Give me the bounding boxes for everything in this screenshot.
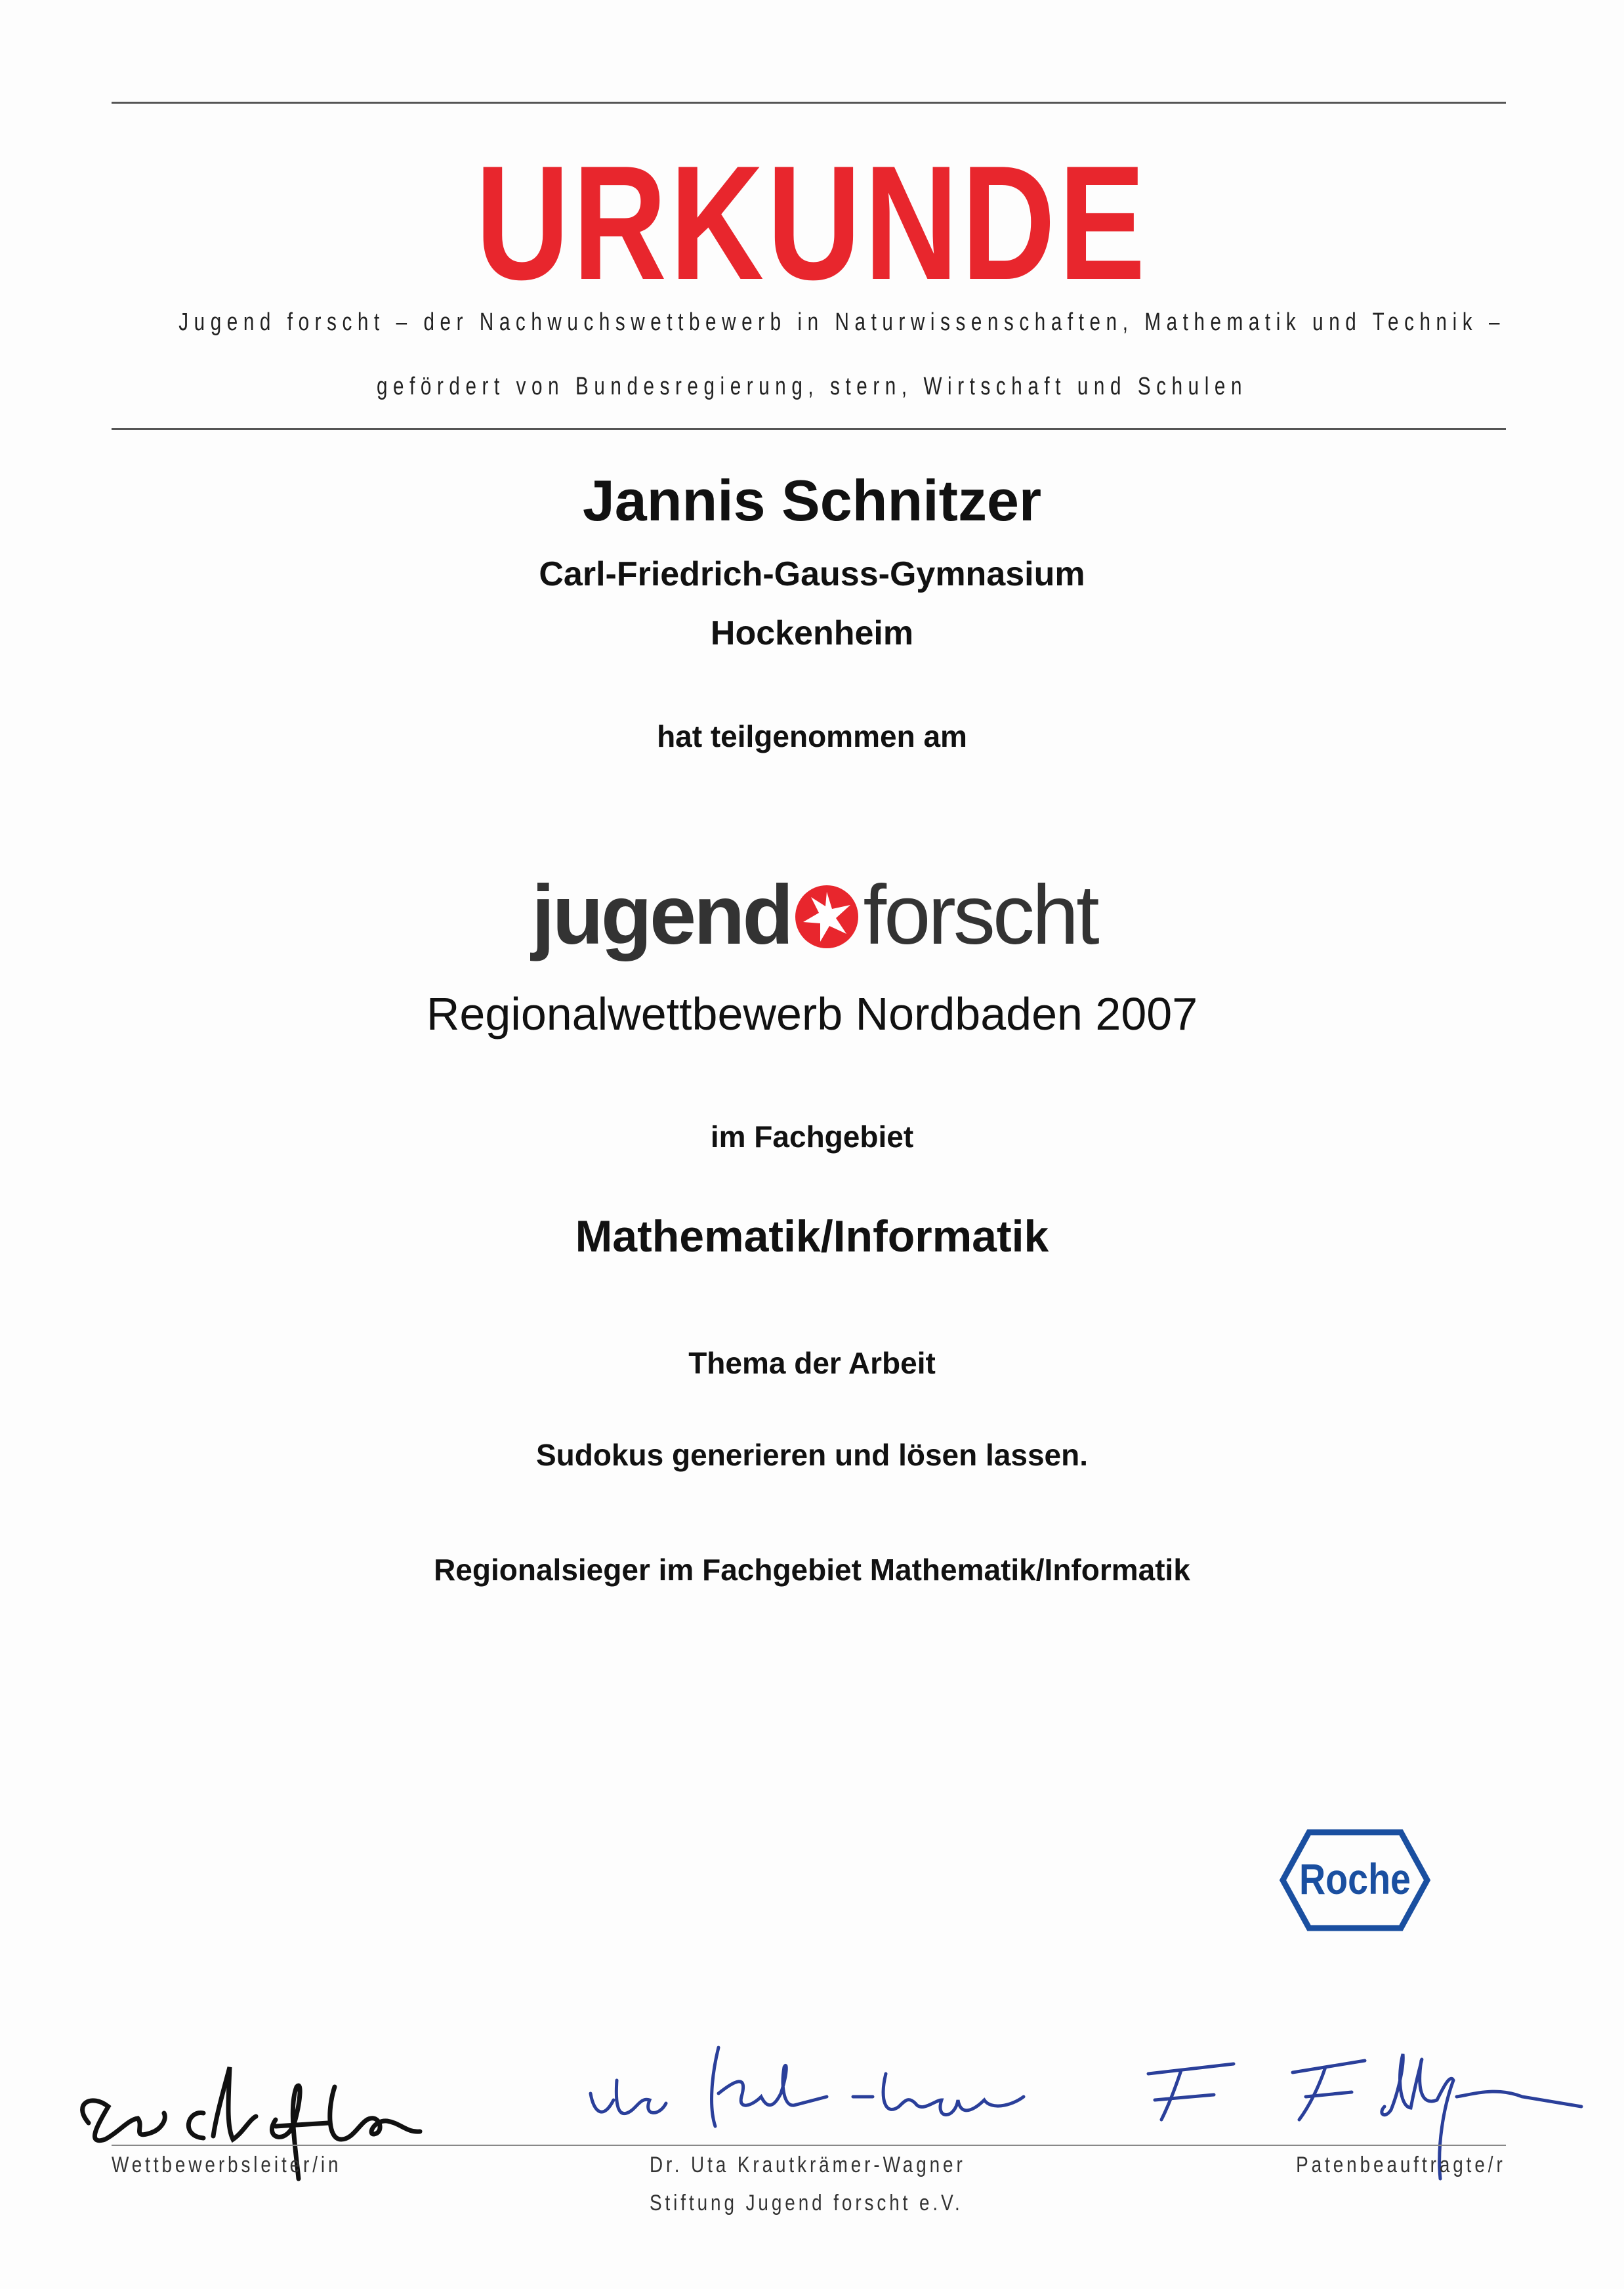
topic-title: Sudokus generieren und lösen lassen. xyxy=(535,1438,1088,1472)
signature-middle xyxy=(577,2034,1050,2146)
signature-right-label: Patenbeauftragte/r xyxy=(1296,2152,1506,2177)
signature-left-label: Wettbewerbsleiter/in xyxy=(112,2152,342,2177)
recipient-name: Jannis Schnitzer xyxy=(582,468,1042,533)
tagline-line-1: Jugend forscht – der Nachwuchswettbewerb in Naturwissenschaften, Mathematik und Technik – xyxy=(178,308,1506,336)
roche-logo xyxy=(1257,1824,1453,1936)
signature-rule xyxy=(112,2145,1506,2146)
logo-jugend-text: jugend xyxy=(531,868,791,962)
stern-star-icon xyxy=(794,872,860,971)
jugend-forscht-logo xyxy=(531,866,1097,965)
header-bottom-rule xyxy=(112,428,1506,430)
document-title: URKUNDE xyxy=(475,131,1149,314)
topic-label: Thema der Arbeit xyxy=(688,1346,936,1380)
recipient-city: Hockenheim xyxy=(710,614,914,652)
recipient-school: Carl-Friedrich-Gauss-Gymnasium xyxy=(539,555,1085,593)
top-rule xyxy=(112,102,1506,104)
signature-middle-name: Dr. Uta Krautkrämer-Wagner xyxy=(650,2152,966,2177)
roche-logo-text: Roche xyxy=(1299,1855,1411,1903)
tagline-line-2: gefördert von Bundesregierung, stern, Wirtschaft und Schulen xyxy=(376,373,1248,400)
signature-middle-organization: Stiftung Jugend forscht e.V. xyxy=(650,2191,963,2216)
logo-forscht-text: forscht xyxy=(863,868,1097,962)
field-name: Mathematik/Informatik xyxy=(575,1211,1049,1261)
field-label: im Fachgebiet xyxy=(710,1120,914,1154)
competition-name: Regionalwettbewerb Nordbaden 2007 xyxy=(426,988,1198,1040)
participated-text: hat teilgenommen am xyxy=(657,719,967,753)
award-text: Regionalsieger im Fachgebiet Mathematik/Informatik xyxy=(434,1553,1190,1587)
